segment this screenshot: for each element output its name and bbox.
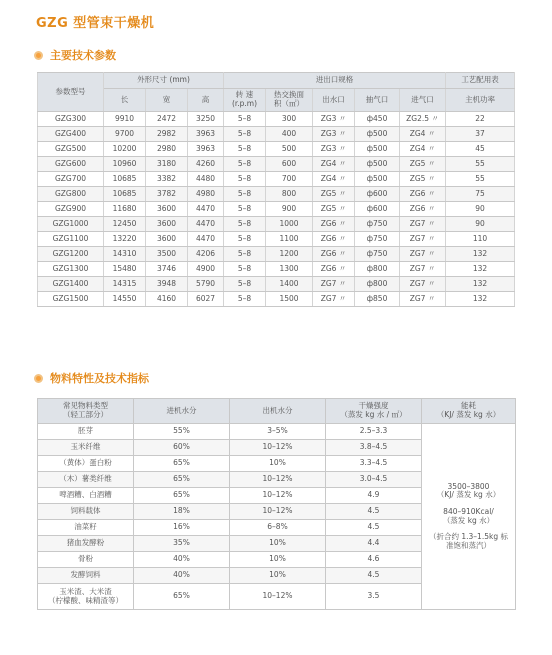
energy-note-line3: （折合约 1.3–1.5kg 标 准饱和蒸汽） xyxy=(429,532,508,550)
cell-length: 14550 xyxy=(104,292,146,307)
cell-air-out: ф500 xyxy=(355,172,400,187)
cell-intensity: 4.5 xyxy=(326,520,422,536)
cell-material: 啤酒糟、白酒糟 xyxy=(38,488,134,504)
cell-air-out: ф750 xyxy=(355,217,400,232)
cell-steam-in: ZG5 〃 xyxy=(400,172,446,187)
cell-water-out: ZG6 〃 xyxy=(313,262,355,277)
cell-air-out: ф500 xyxy=(355,127,400,142)
table-row xyxy=(38,142,515,157)
cell-water-out: ZG6 〃 xyxy=(313,217,355,232)
cell-length: 11680 xyxy=(104,202,146,217)
cell-width: 3600 xyxy=(146,217,188,232)
section-title-specs: 主要技术参数 xyxy=(50,49,116,62)
cell-power: 132 xyxy=(446,277,515,292)
cell-moisture-out: 10–12% xyxy=(230,440,326,456)
cell-length: 15480 xyxy=(104,262,146,277)
cell-moisture-in: 40% xyxy=(134,552,230,568)
cell-material: 发酵饲料 xyxy=(38,568,134,584)
cell-height: 3963 xyxy=(188,127,224,142)
cell-power: 22 xyxy=(446,112,515,127)
cell-model: GZG1300 xyxy=(38,262,104,277)
cell-water-out: ZG5 〃 xyxy=(313,187,355,202)
cell-intensity: 4.5 xyxy=(326,504,422,520)
cell-material: （黄体）蛋白粉 xyxy=(38,456,134,472)
cell-steam-in: ZG6 〃 xyxy=(400,187,446,202)
cell-moisture-in: 65% xyxy=(134,584,230,610)
cell-speed: 5–8 xyxy=(224,172,266,187)
cell-water-out: ZG7 〃 xyxy=(313,277,355,292)
cell-height: 6027 xyxy=(188,292,224,307)
cell-model: GZG1000 xyxy=(38,217,104,232)
cell-steam-in: ZG7 〃 xyxy=(400,232,446,247)
cell-material: 饲料载体 xyxy=(38,504,134,520)
cell-water-out: ZG3 〃 xyxy=(313,112,355,127)
cell-length: 9910 xyxy=(104,112,146,127)
cell-material: 油菜籽 xyxy=(38,520,134,536)
table-row xyxy=(38,262,515,277)
cell-material: 骨粉 xyxy=(38,552,134,568)
cell-moisture-in: 35% xyxy=(134,536,230,552)
cell-width: 3746 xyxy=(146,262,188,277)
cell-energy-consumption xyxy=(422,424,516,610)
cell-intensity: 4.6 xyxy=(326,552,422,568)
cell-moisture-in: 60% xyxy=(134,440,230,456)
cell-moisture-in: 65% xyxy=(134,472,230,488)
cell-length: 10685 xyxy=(104,187,146,202)
cell-moisture-out: 10–12% xyxy=(230,584,326,610)
cell-height: 4980 xyxy=(188,187,224,202)
cell-moisture-in: 16% xyxy=(134,520,230,536)
header-height: 高 xyxy=(188,89,224,112)
cell-water-out: ZG3 〃 xyxy=(313,127,355,142)
cell-model: GZG1500 xyxy=(38,292,104,307)
bullet-circle-icon xyxy=(34,51,43,60)
cell-water-out: ZG5 〃 xyxy=(313,202,355,217)
cell-intensity: 3.3–4.5 xyxy=(326,456,422,472)
cell-speed: 5–8 xyxy=(224,202,266,217)
table-row xyxy=(38,127,515,142)
header-io: 进出口规格 xyxy=(224,73,446,89)
cell-length: 9700 xyxy=(104,127,146,142)
cell-height: 3250 xyxy=(188,112,224,127)
header-width: 宽 xyxy=(146,89,188,112)
cell-area: 700 xyxy=(266,172,313,187)
cell-model: GZG900 xyxy=(38,202,104,217)
cell-speed: 5–8 xyxy=(224,262,266,277)
table-row xyxy=(38,157,515,172)
cell-moisture-out: 10–12% xyxy=(230,472,326,488)
cell-model: GZG400 xyxy=(38,127,104,142)
header-intensity: 干燥强度 （蒸发 kg 水 / ㎡） xyxy=(326,399,422,424)
header-area: 热交换面 积（㎡） xyxy=(266,89,313,112)
cell-water-out: ZG6 〃 xyxy=(313,232,355,247)
cell-area: 1200 xyxy=(266,247,313,262)
cell-model: GZG700 xyxy=(38,172,104,187)
cell-area: 500 xyxy=(266,142,313,157)
cell-width: 3180 xyxy=(146,157,188,172)
cell-length: 10685 xyxy=(104,172,146,187)
cell-model: GZG1200 xyxy=(38,247,104,262)
cell-steam-in: ZG7 〃 xyxy=(400,247,446,262)
cell-power: 110 xyxy=(446,232,515,247)
cell-height: 4260 xyxy=(188,157,224,172)
cell-speed: 5–8 xyxy=(224,127,266,142)
table-row xyxy=(38,217,515,232)
table-row xyxy=(38,292,515,307)
table-row xyxy=(38,112,515,127)
cell-power: 37 xyxy=(446,127,515,142)
page-title: GZG 型管束干燥机 xyxy=(36,16,155,31)
cell-height: 4470 xyxy=(188,232,224,247)
cell-moisture-in: 40% xyxy=(134,568,230,584)
cell-length: 14315 xyxy=(104,277,146,292)
cell-moisture-in: 65% xyxy=(134,456,230,472)
cell-speed: 5–8 xyxy=(224,247,266,262)
cell-moisture-in: 65% xyxy=(134,488,230,504)
header-steam-in: 进气口 xyxy=(400,89,446,112)
cell-moisture-out: 10–12% xyxy=(230,504,326,520)
header-consumption: 能耗 （KJ/ 蒸发 kg 水） xyxy=(422,399,516,424)
cell-width: 3948 xyxy=(146,277,188,292)
table-row xyxy=(38,247,515,262)
cell-air-out: ф800 xyxy=(355,262,400,277)
cell-speed: 5–8 xyxy=(224,232,266,247)
header-material: 常见物料类型 （轻工部分） xyxy=(38,399,134,424)
specs-table xyxy=(37,72,515,307)
cell-area: 1000 xyxy=(266,217,313,232)
cell-length: 10200 xyxy=(104,142,146,157)
cell-air-out: ф850 xyxy=(355,292,400,307)
cell-power: 75 xyxy=(446,187,515,202)
cell-width: 3500 xyxy=(146,247,188,262)
cell-steam-in: ZG7 〃 xyxy=(400,217,446,232)
cell-air-out: ф500 xyxy=(355,157,400,172)
cell-material: 玉米纤维 xyxy=(38,440,134,456)
cell-intensity: 3.8–4.5 xyxy=(326,440,422,456)
cell-moisture-in: 55% xyxy=(134,424,230,440)
cell-water-out: ZG6 〃 xyxy=(313,247,355,262)
cell-model: GZG1400 xyxy=(38,277,104,292)
cell-moisture-out: 3–5% xyxy=(230,424,326,440)
cell-air-out: ф600 xyxy=(355,187,400,202)
cell-intensity: 2.5–3.3 xyxy=(326,424,422,440)
specs-table-body xyxy=(38,112,515,307)
cell-power: 90 xyxy=(446,202,515,217)
cell-intensity: 4.4 xyxy=(326,536,422,552)
table-row xyxy=(38,172,515,187)
cell-moisture-out: 10% xyxy=(230,568,326,584)
cell-steam-in: ZG4 〃 xyxy=(400,142,446,157)
cell-height: 5790 xyxy=(188,277,224,292)
cell-air-out: ф600 xyxy=(355,202,400,217)
cell-steam-in: ZG2.5 〃 xyxy=(400,112,446,127)
table-row xyxy=(38,424,516,440)
header-dimensions: 外形尺寸 (mm) xyxy=(104,73,224,89)
table-row xyxy=(38,232,515,247)
cell-height: 4470 xyxy=(188,217,224,232)
cell-steam-in: ZG7 〃 xyxy=(400,277,446,292)
cell-length: 13220 xyxy=(104,232,146,247)
cell-height: 4900 xyxy=(188,262,224,277)
header-length: 长 xyxy=(104,89,146,112)
cell-power: 45 xyxy=(446,142,515,157)
cell-model: GZG800 xyxy=(38,187,104,202)
cell-material: 胚芽 xyxy=(38,424,134,440)
cell-width: 4160 xyxy=(146,292,188,307)
cell-width: 3600 xyxy=(146,202,188,217)
header-moisture-in: 进机水分 xyxy=(134,399,230,424)
cell-width: 3782 xyxy=(146,187,188,202)
cell-area: 800 xyxy=(266,187,313,202)
cell-water-out: ZG4 〃 xyxy=(313,157,355,172)
cell-air-out: ф500 xyxy=(355,142,400,157)
cell-area: 300 xyxy=(266,112,313,127)
cell-model: GZG600 xyxy=(38,157,104,172)
cell-length: 14310 xyxy=(104,247,146,262)
cell-moisture-out: 10–12% xyxy=(230,488,326,504)
header-water-out: 出水口 xyxy=(313,89,355,112)
section-heading-materials xyxy=(34,370,149,386)
cell-moisture-out: 10% xyxy=(230,456,326,472)
cell-width: 2472 xyxy=(146,112,188,127)
cell-material: 玉米渣、大米渣 （柠檬酸、味精渣等） xyxy=(38,584,134,610)
cell-steam-in: ZG6 〃 xyxy=(400,202,446,217)
cell-area: 900 xyxy=(266,202,313,217)
cell-moisture-in: 18% xyxy=(134,504,230,520)
cell-length: 12450 xyxy=(104,217,146,232)
cell-area: 1400 xyxy=(266,277,313,292)
energy-note-line1: 3500–3800 （KJ/ 蒸发 kg 水） xyxy=(436,481,501,500)
cell-water-out: ZG7 〃 xyxy=(313,292,355,307)
cell-power: 55 xyxy=(446,157,515,172)
cell-height: 3963 xyxy=(188,142,224,157)
cell-power: 55 xyxy=(446,172,515,187)
cell-area: 1300 xyxy=(266,262,313,277)
header-air-out: 抽气口 xyxy=(355,89,400,112)
cell-moisture-out: 6–8% xyxy=(230,520,326,536)
header-process: 工艺配用表 xyxy=(446,73,515,89)
cell-intensity: 3.0–4.5 xyxy=(326,472,422,488)
bullet-circle-icon xyxy=(34,374,43,383)
cell-area: 1500 xyxy=(266,292,313,307)
cell-intensity: 3.5 xyxy=(326,584,422,610)
cell-moisture-out: 10% xyxy=(230,536,326,552)
cell-speed: 5–8 xyxy=(224,157,266,172)
cell-height: 4206 xyxy=(188,247,224,262)
header-speed: 转 速 (r.p.m) xyxy=(224,89,266,112)
table-row xyxy=(38,277,515,292)
header-moisture-out: 出机水分 xyxy=(230,399,326,424)
energy-note-line2: 840–910Kcal/ （蒸发 kg 水） xyxy=(442,506,495,525)
materials-table-body xyxy=(38,424,516,610)
table-row xyxy=(38,187,515,202)
cell-moisture-out: 10% xyxy=(230,552,326,568)
cell-steam-in: ZG5 〃 xyxy=(400,157,446,172)
cell-material: （木）薯类纤维 xyxy=(38,472,134,488)
cell-area: 400 xyxy=(266,127,313,142)
cell-steam-in: ZG7 〃 xyxy=(400,292,446,307)
section-title-materials: 物料特性及技术指标 xyxy=(50,372,149,385)
cell-height: 4480 xyxy=(188,172,224,187)
cell-height: 4470 xyxy=(188,202,224,217)
header-power: 主机功率 xyxy=(446,89,515,112)
cell-model: GZG1100 xyxy=(38,232,104,247)
cell-air-out: ф750 xyxy=(355,247,400,262)
cell-width: 3600 xyxy=(146,232,188,247)
cell-air-out: ф450 xyxy=(355,112,400,127)
cell-width: 2980 xyxy=(146,142,188,157)
cell-width: 3382 xyxy=(146,172,188,187)
cell-material: 猪血发酵粉 xyxy=(38,536,134,552)
cell-intensity: 4.5 xyxy=(326,568,422,584)
cell-power: 90 xyxy=(446,217,515,232)
cell-power: 132 xyxy=(446,262,515,277)
header-model: 参数型号 xyxy=(38,73,104,112)
cell-speed: 5–8 xyxy=(224,292,266,307)
section-heading-specs xyxy=(34,47,116,63)
cell-speed: 5–8 xyxy=(224,112,266,127)
cell-area: 600 xyxy=(266,157,313,172)
cell-steam-in: ZG4 〃 xyxy=(400,127,446,142)
cell-steam-in: ZG7 〃 xyxy=(400,262,446,277)
cell-speed: 5–8 xyxy=(224,187,266,202)
cell-power: 132 xyxy=(446,247,515,262)
cell-water-out: ZG4 〃 xyxy=(313,172,355,187)
cell-air-out: ф750 xyxy=(355,232,400,247)
cell-water-out: ZG3 〃 xyxy=(313,142,355,157)
cell-speed: 5–8 xyxy=(224,142,266,157)
cell-model: GZG300 xyxy=(38,112,104,127)
cell-width: 2982 xyxy=(146,127,188,142)
cell-length: 10960 xyxy=(104,157,146,172)
cell-speed: 5–8 xyxy=(224,217,266,232)
cell-air-out: ф800 xyxy=(355,277,400,292)
cell-power: 132 xyxy=(446,292,515,307)
table-row xyxy=(38,202,515,217)
cell-intensity: 4.9 xyxy=(326,488,422,504)
materials-table xyxy=(37,398,516,610)
cell-area: 1100 xyxy=(266,232,313,247)
cell-speed: 5–8 xyxy=(224,277,266,292)
cell-model: GZG500 xyxy=(38,142,104,157)
